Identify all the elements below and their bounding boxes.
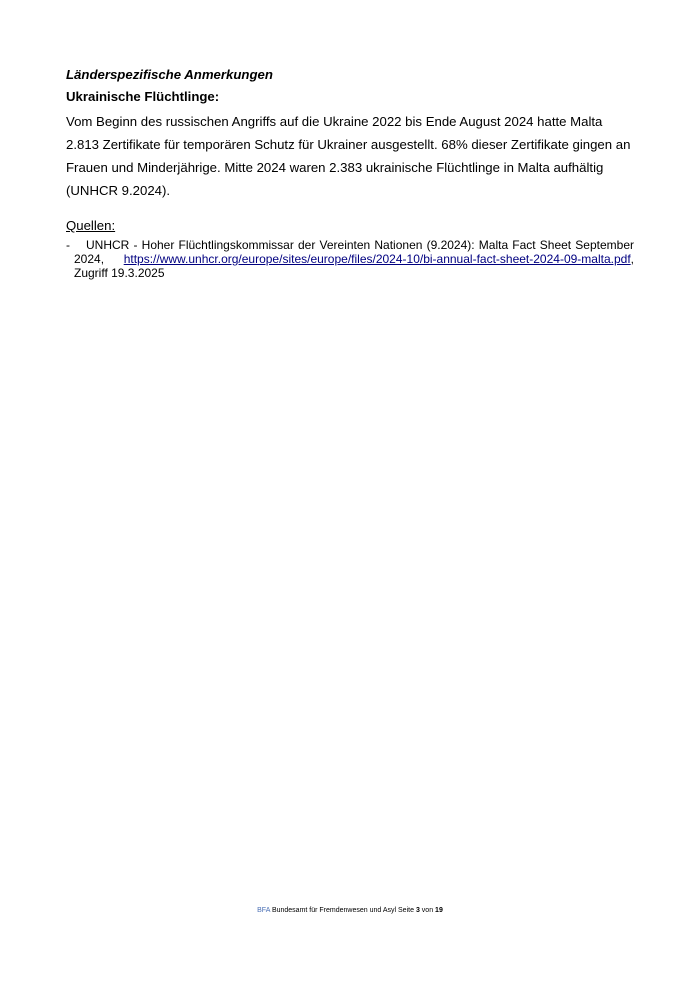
footer-page-total: 19 xyxy=(435,907,443,914)
footer-page-word: Seite xyxy=(398,907,414,914)
page-footer xyxy=(0,906,700,916)
source-link[interactable]: https://www.unhcr.org/europe/sites/europe/files/2024-10/bi-annual-fact-sheet-2024-09-malta.pdf xyxy=(123,252,631,266)
document-content xyxy=(66,66,634,280)
source-access-date: , Zugriff 19.3.2025 xyxy=(74,252,634,280)
list-bullet: - xyxy=(66,238,70,252)
sources-label: Quellen: xyxy=(66,218,116,233)
footer-of-word: von xyxy=(421,907,434,914)
section-heading: Länderspezifische Anmerkungen xyxy=(66,67,273,82)
source-citation: UNHCR - Hoher Flüchtlingskommissar der Vereinten Nationen (9.2024): Malta Fact Sheet September 2024, xyxy=(74,238,634,266)
footer-org-abbrev: BFA xyxy=(257,907,270,914)
footer-page-current: 3 xyxy=(415,907,420,914)
footer-org-name: Bundesamt für Fremdenwesen und Asyl xyxy=(271,907,397,914)
sub-heading: Ukrainische Flüchtlinge: xyxy=(66,89,220,104)
body-paragraph: Vom Beginn des russischen Angriffs auf die Ukraine 2022 bis Ende August 2024 hatte Malta 2.813 Zertifikate für temporären Schutz für Ukrainer ausgestellt. 68% dieser Zertifikate gingen an Frauen und Minderjährige. Mitte 2024 waren 2.383 ukrainische Flüchtlinge in Malta aufhältig (UNHCR 9.2024). xyxy=(66,114,631,198)
source-text xyxy=(74,238,634,280)
source-list-item xyxy=(66,238,634,280)
